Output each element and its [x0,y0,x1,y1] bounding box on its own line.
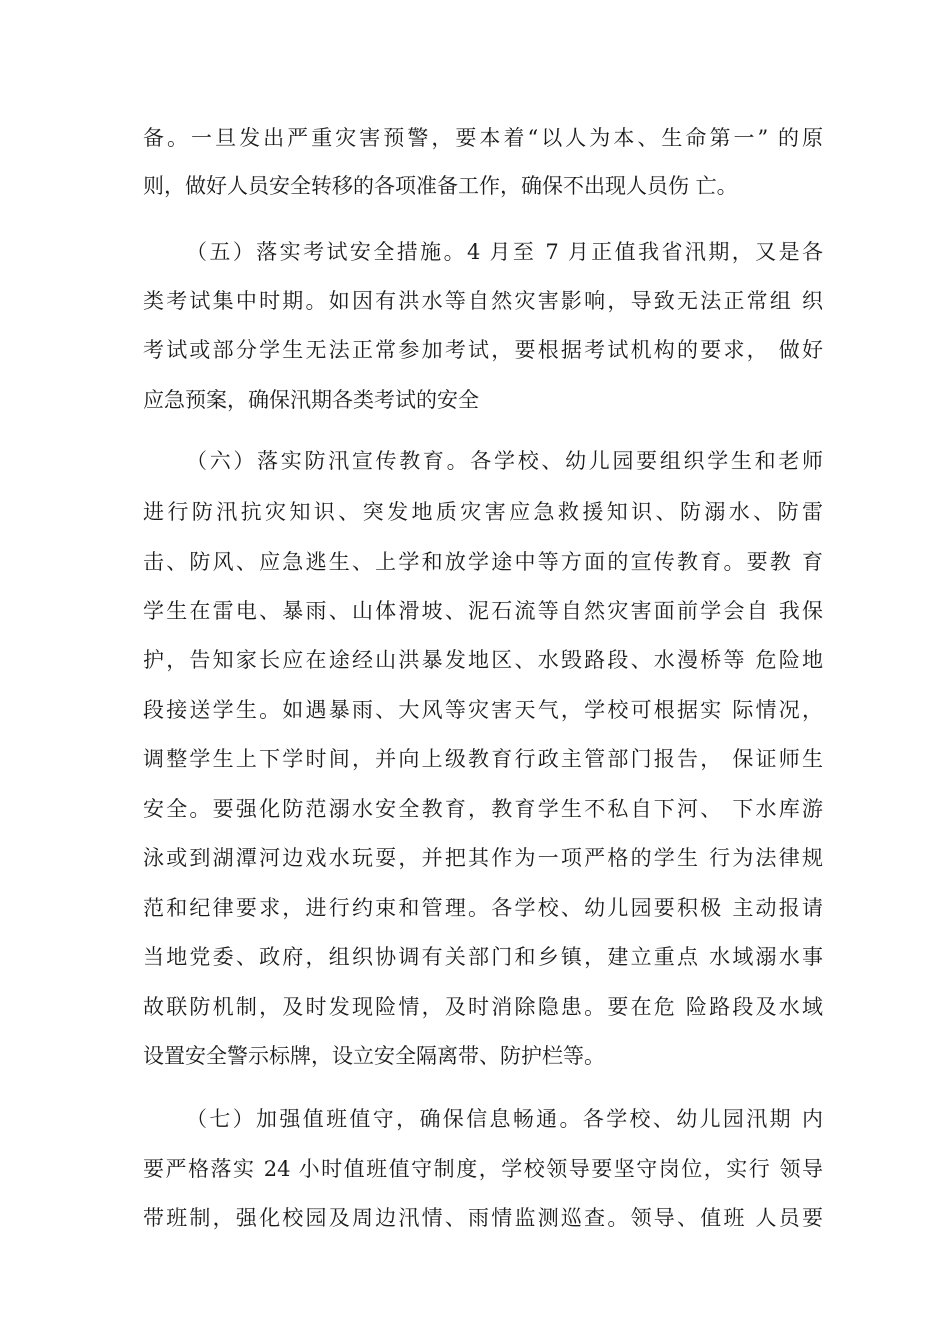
text-line: 学生在雷电、暴雨、山体滑坡、泥石流等自然灾害面前学会自 我保 [143,599,823,623]
text-line: 应急预案，确保汛期各类考试的安全 [143,388,479,412]
text-line: 要严格落实 24 小时值班值守制度，学校领导要坚守岗位，实行 领导 [143,1157,823,1181]
text-line: 备。一旦发出严重灾害预警，要本着“以人为本、生命第一” 的原 [143,126,823,150]
text-line: 段接送学生。如遇暴雨、大风等灾害天气，学校可根据实 际情况， [143,698,823,722]
text-line: 设置安全警示标牌，设立安全隔离带、防护栏等。 [143,1044,605,1068]
paragraph-heading-line: （七）加强值班值守，确保信息畅通。各学校、幼儿园汛期 内 [186,1107,823,1131]
text-line: 类考试集中时期。如因有洪水等自然灾害影响，导致无法正常组 织 [143,289,823,313]
text-line: 范和纪律要求，进行约束和管理。各学校、幼儿园要积极 主动报请 [143,896,823,920]
text-line: 进行防汛抗灾知识、突发地质灾害应急救援知识、防溺水、防雷 [143,500,823,524]
text-line: 泳或到湖潭河边戏水玩耍，并把其作为一项严格的学生 行为法律规 [143,846,823,870]
paragraph-heading-line: （五）落实考试安全措施。4 月至 7 月正值我省汛期，又是各 [186,240,823,264]
text-line: 则，做好人员安全转移的各项准备工作，确保不出现人员伤 亡。 [143,174,738,198]
text-line: 带班制，强化校园及周边汛情、雨情监测巡查。领导、值班 人员要 [143,1206,823,1230]
text-line: 故联防机制，及时发现险情，及时消除隐患。要在危 险路段及水域 [143,995,823,1019]
text-line: 护，告知家长应在途经山洪暴发地区、水毁路段、水漫桥等 危险地 [143,648,823,672]
text-line: 考试或部分学生无法正常参加考试，要根据考试机构的要求， 做好 [143,338,823,362]
text-line: 安全。要强化防范溺水安全教育，教育学生不私自下河、 下水库游 [143,797,823,821]
text-line: 调整学生上下学时间，并向上级教育行政主管部门报告， 保证师生 [143,747,823,771]
paragraph-heading-line: （六）落实防汛宣传教育。各学校、幼儿园要组织学生和老师 [186,449,823,473]
text-line: 击、防风、应急逃生、上学和放学途中等方面的宣传教育。要教 育 [143,550,823,574]
text-line: 当地党委、政府，组织协调有关部门和乡镇，建立重点 水域溺水事 [143,945,823,969]
